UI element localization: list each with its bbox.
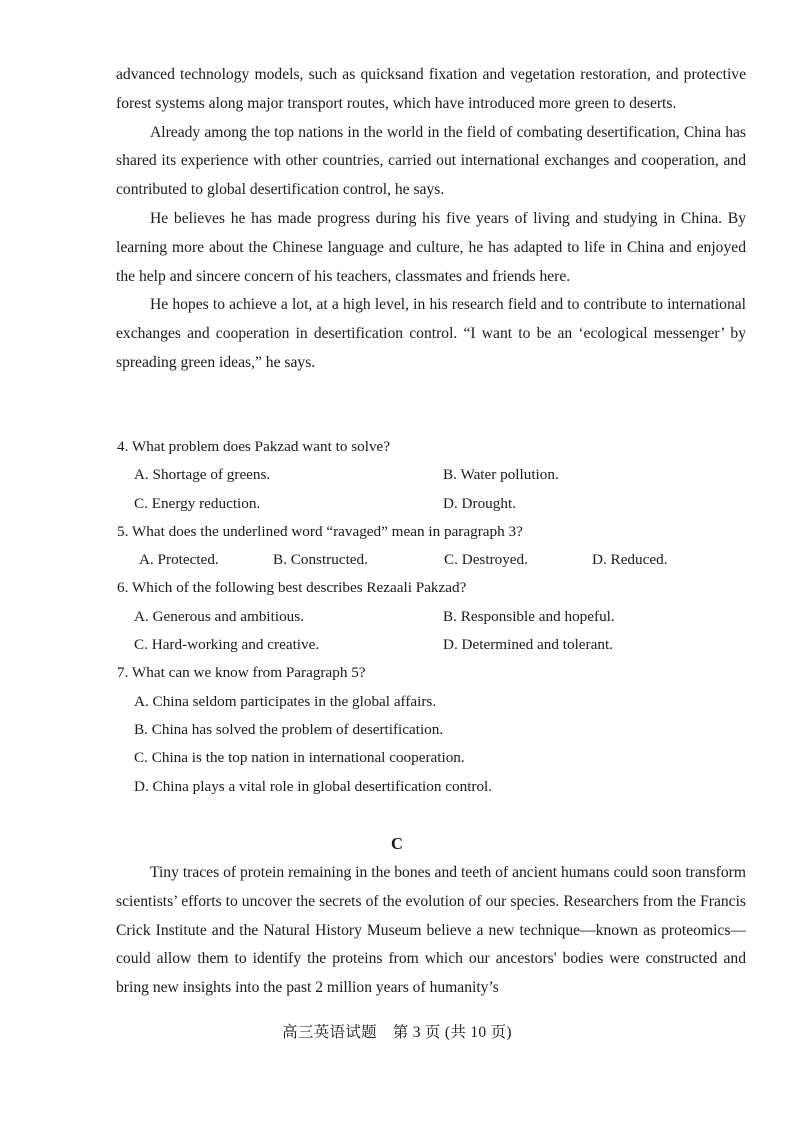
option-a: A. Generous and ambitious.: [134, 607, 304, 625]
page-footer: 高三英语试题 第 3 页 (共 10 页): [282, 1024, 512, 1041]
option-d: D. Reduced.: [592, 551, 668, 569]
section-heading: C: [391, 834, 403, 853]
question-7: [117, 659, 747, 800]
paragraph: He hopes to achieve a lot, at a high level, in his research field and to contribute to international exchanges and cooperation in desertification control. “I want to be an ‘ecological messenger’ by spreading green ideas,” he says.: [116, 296, 746, 371]
option-b: B. Responsible and hopeful.: [443, 607, 615, 625]
question-5: [117, 518, 747, 575]
option-a: A. Protected.: [139, 551, 219, 569]
paragraph: Already among the top nations in the world in the field of combating desertification, China has shared its experience with other countries, carried out international exchanges and cooperation, and contributed to global desertification control, he says.: [116, 123, 746, 199]
question-stem: 6. Which of the following best describes Rezaali Pakzad?: [117, 579, 467, 597]
option-c: C. Hard-working and creative.: [134, 636, 320, 654]
option-d: D. China plays a vital role in global desertification control.: [134, 777, 493, 795]
option-b: B. Constructed.: [273, 551, 368, 569]
option-group: [117, 546, 747, 574]
question-6: [117, 574, 747, 659]
option-d: D. Determined and tolerant.: [443, 636, 613, 654]
question-4: [117, 433, 747, 518]
question-stem: 5. What does the underlined word “ravaged” mean in paragraph 3?: [117, 522, 523, 540]
paragraph: He believes he has made progress during his five years of living and studying in China. By learning more about the Chinese language and culture, he has adapted to life in China and enjoyed the help and sincere concern of his teachers, classmates and friends here.: [116, 209, 746, 285]
question-stem: 7. What can we know from Paragraph 5?: [117, 664, 366, 682]
option-d: D. Drought.: [443, 494, 516, 512]
option-b: B. Water pollution.: [443, 466, 559, 484]
option-group: [117, 461, 747, 518]
option-group: [117, 688, 747, 801]
option-c: C. Energy reduction.: [134, 494, 261, 512]
option-a: A. Shortage of greens.: [134, 466, 271, 484]
option-c: C. China is the top nation in international cooperation.: [134, 749, 465, 767]
option-c: C. Destroyed.: [444, 551, 528, 569]
option-b: B. China has solved the problem of desertification.: [134, 720, 444, 738]
question-list: [117, 433, 747, 801]
paragraph: advanced technology models, such as quicksand fixation and vegetation restoration, and protective forest systems along major transport routes, which have introduced more green to deserts.: [116, 66, 746, 112]
paragraph: Tiny traces of protein remaining in the bones and teeth of ancient humans could soon transform scientists’ efforts to uncover the secrets of the evolution of our species. Researchers from the Francis Crick Institute and the Natural History Museum believe a new technique—known as proteomics—could allow them to identify the proteins from which our ancestors' bodies were constructed and bring new insights into the past 2 million years of humanity’s: [116, 864, 746, 997]
question-stem: 4. What problem does Pakzad want to solve?: [117, 438, 391, 455]
passage-b-continued: [116, 61, 746, 378]
option-a: A. China seldom participates in the global affairs.: [134, 692, 437, 710]
passage-c: [116, 859, 746, 1003]
option-group: [117, 603, 747, 660]
